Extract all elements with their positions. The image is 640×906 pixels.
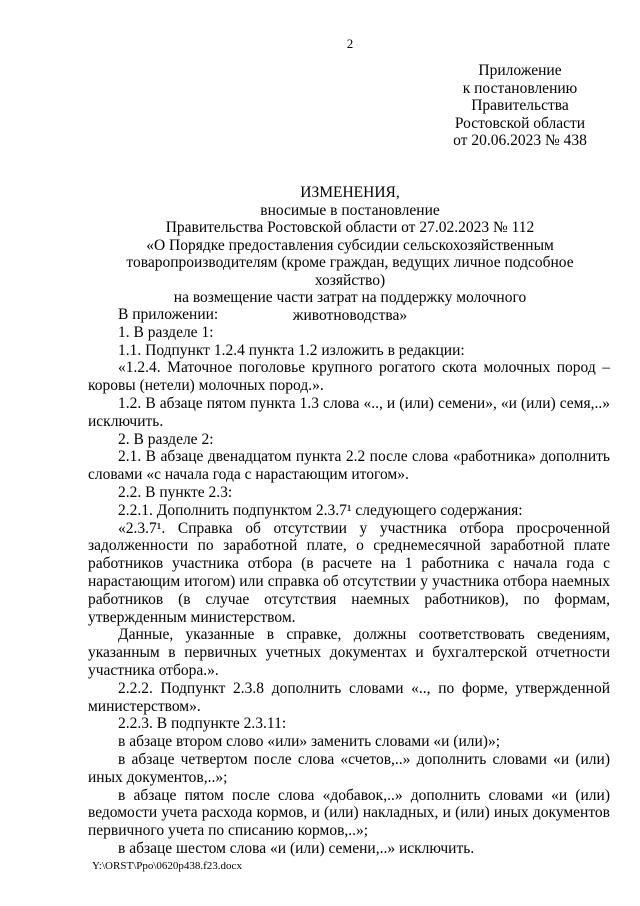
file-path-footer: Y:\ORST\Ppo\0620p438.f23.docx <box>92 860 242 872</box>
document-title <box>122 184 578 324</box>
page-number: 2 <box>346 36 354 51</box>
paragraph: 1.2. В абзаце пятом пункта 1.3 слова «.., и (или) семени», «и (или) семя,..» исключить. <box>88 394 610 430</box>
title-line: «О Порядке предоставления субсидии сельскохозяйственным <box>146 236 554 254</box>
title-line: Правительства Ростовской области от 27.02.2023 № 112 <box>165 219 535 236</box>
paragraph: 2.2.3. В подпункте 2.3.11: <box>118 715 287 733</box>
paragraph: 1.1. Подпункт 1.2.4 пункта 1.2 изложить в редакции: <box>118 341 465 359</box>
paragraph: В приложении: <box>118 306 219 323</box>
paragraph: Данные, указанные в справке, должны соответствовать сведениям, указанным в первичных учетных документах и бухгалтерской отчетности участника отбора.». <box>88 626 610 679</box>
paragraph: «1.2.4. Маточное поголовье крупного рогатого скота молочных пород – коровы (нетели) молочных пород.». <box>88 359 610 395</box>
title-line: на возмещение части затрат на поддержку молочного животноводства» <box>173 289 527 324</box>
title-line: товаропроизводителям (кроме граждан, ведущих личное подсобное хозяйство) <box>126 254 574 289</box>
title-line: вносимые в постановление <box>260 201 440 219</box>
appendix-line: Ростовской области <box>454 114 586 132</box>
paragraph: 2.2.2. Подпункт 2.3.8 дополнить словами «.., по форме, утвержденной министерством». <box>88 679 610 715</box>
appendix-line: к постановлению <box>462 79 578 97</box>
paragraph: 1. В разделе 1: <box>118 323 214 341</box>
paragraph: в абзаце втором слово «или» заменить словами «и (или)»; <box>118 733 501 751</box>
appendix-line: Правительства <box>471 97 569 114</box>
paragraph: 2.2.1. Дополнить подпунктом 2.3.7¹ следующего содержания: <box>118 501 523 519</box>
paragraph: 2.1. В абзаце двенадцатом пункта 2.2 после слова «работника» дополнить словами «с начала года с нарастающим итогом». <box>88 448 610 484</box>
paragraph: в абзаце четвертом после слова «счетов,..» дополнить словами «и (или) иных документов,..»; <box>88 750 610 786</box>
paragraph: 2.2. В пункте 2.3: <box>118 483 233 501</box>
appendix-line: от 20.06.2023 № 438 <box>453 132 587 149</box>
paragraph: 2. В разделе 2: <box>118 430 214 448</box>
title-heading: ИЗМЕНЕНИЯ, <box>300 184 400 201</box>
appendix-line: Приложение <box>478 62 562 79</box>
paragraph: в абзаце пятом после слова «добавок,..» дополнить словами «и (или) ведомости учета расхода кормов, и (или) накладных, и (или) иных документов первичного учета по списанию кормов,..»; <box>88 786 610 840</box>
document-body <box>88 306 610 858</box>
paragraph: в абзаце шестом слова «и (или) семени,..» исключить. <box>118 839 475 857</box>
paragraph: «2.3.7¹. Справка об отсутствии у участника отбора просроченной задолженности по заработной плате, о среднемесячной заработной плате работников участника отбора (в расчете на 1 работника с начала года с нарастающим итогом) или справка об отсутствии у участника отбора наемных работников (в случае отсутствия наемных работников), по формам, утвержденным министерством. <box>88 519 610 626</box>
appendix-header <box>440 62 600 150</box>
